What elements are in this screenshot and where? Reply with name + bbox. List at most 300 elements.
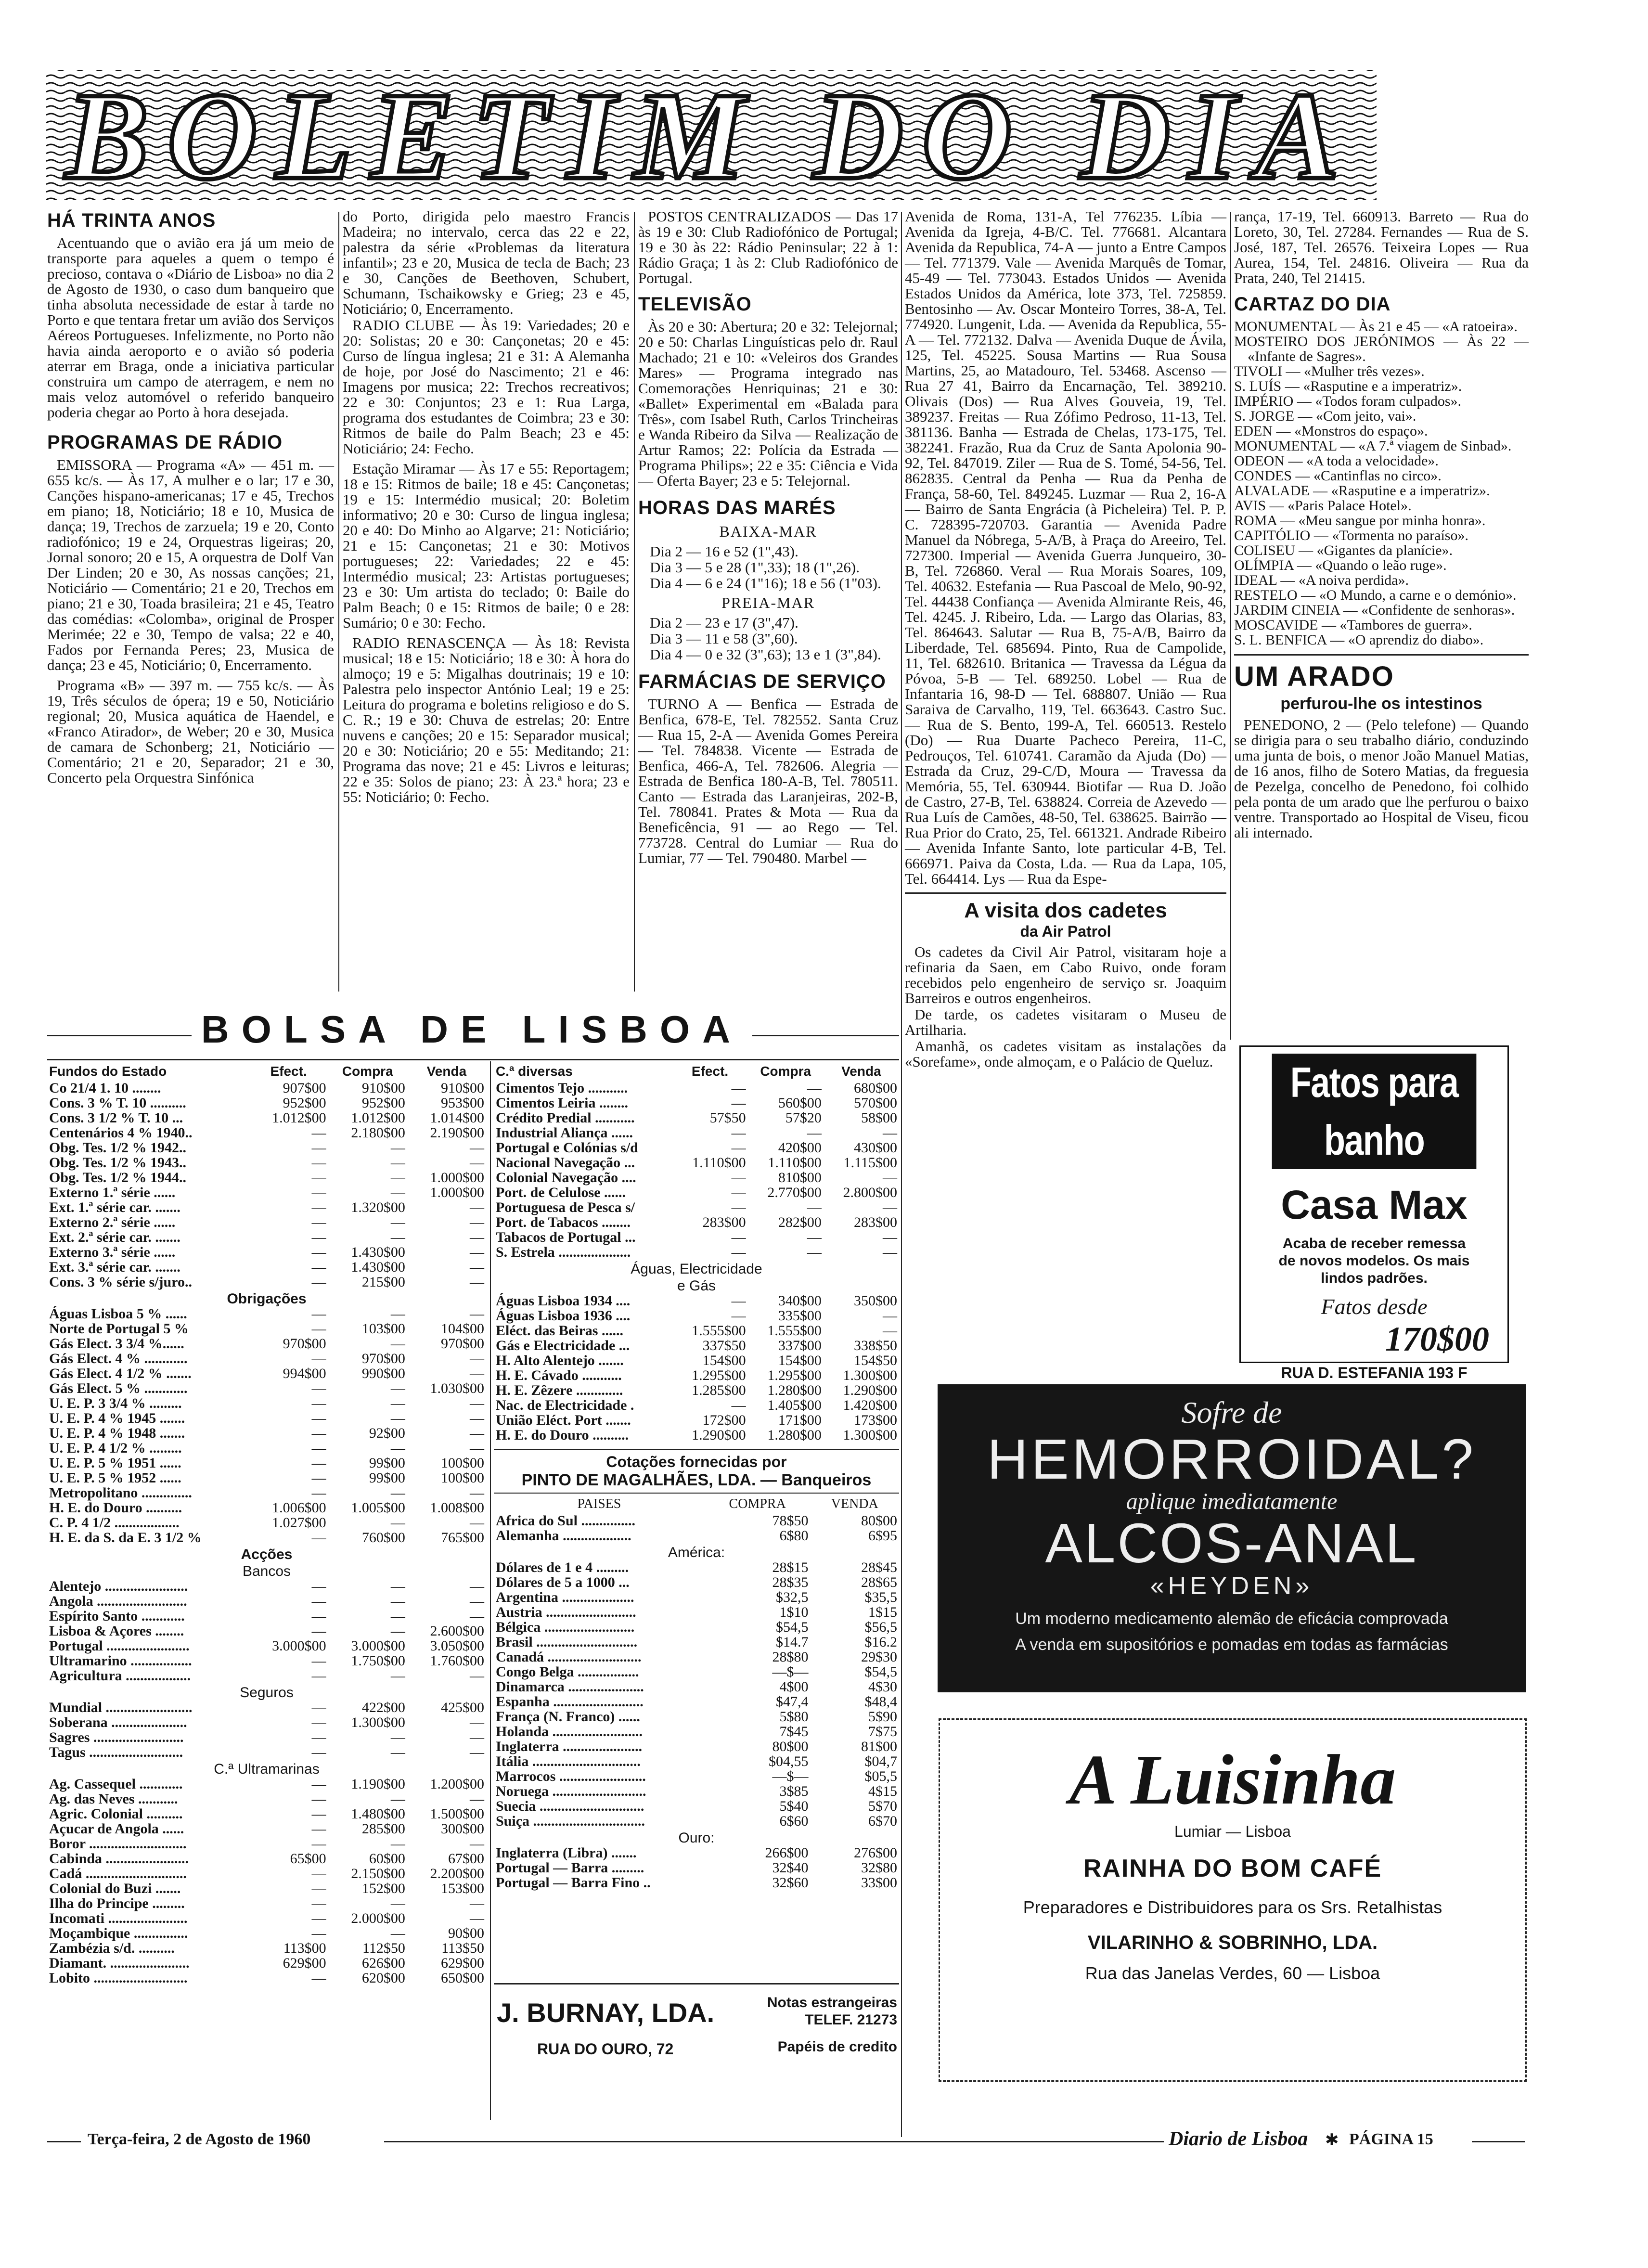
cell-value: —	[390, 1729, 405, 1745]
cell-value: 626$00	[361, 1955, 405, 1971]
cell-value: 1.012$00	[351, 1110, 405, 1126]
row-label: Soberana .....................	[49, 1714, 187, 1730]
section-title-tv: TELEVISÃO	[638, 294, 752, 315]
cell-value: —	[390, 1836, 405, 1852]
row-label: S. Estrela ....................	[496, 1244, 631, 1260]
table-row	[494, 1543, 899, 1560]
cell-value: —	[311, 1623, 326, 1639]
table-row	[47, 1806, 486, 1821]
cell-value: $54,5	[864, 1664, 897, 1680]
row-label: Cons. 3 1/2 % T. 10 ...	[49, 1110, 183, 1126]
cell-value: —	[470, 1140, 484, 1156]
table-row	[494, 1276, 899, 1293]
cell-value: —$—	[772, 1768, 809, 1784]
preia-line: Dia 2 — 23 e 17 (3",47).	[650, 614, 798, 631]
cell-value: 970$00	[361, 1351, 405, 1366]
cell-value: 1.008$00	[430, 1500, 484, 1516]
section-label: América:	[668, 1545, 725, 1560]
cell-value: —	[311, 1140, 326, 1156]
cell-value: —	[311, 1455, 326, 1471]
cell-value: $05,5	[864, 1768, 897, 1784]
row-label: Metropolitano ..............	[49, 1485, 192, 1501]
row-label: Dinamarca .....................	[496, 1679, 644, 1695]
row-label: Lobito ..........................	[49, 1970, 188, 1986]
cell-value: —	[390, 1515, 405, 1531]
cell-value: 32$40	[772, 1860, 809, 1876]
cell-value: 113$00	[283, 1940, 326, 1956]
section-title-cartaz: CARTAZ DO DIA	[1234, 294, 1391, 315]
cell-value: $54,5	[776, 1619, 809, 1635]
cell-value: —	[311, 1125, 326, 1141]
col-header: Compra	[760, 1064, 811, 1079]
cell-value: —	[390, 1214, 405, 1230]
col-header: VENDA	[831, 1496, 878, 1511]
cell-value: 154$00	[702, 1353, 746, 1368]
table-row	[47, 1715, 486, 1730]
cell-value: 5$90	[868, 1709, 897, 1725]
cell-value: 1.320$00	[351, 1199, 405, 1215]
cell-value: —	[470, 1515, 484, 1531]
table-row	[494, 1308, 899, 1323]
table-row	[494, 1754, 899, 1769]
cell-value: —	[390, 1410, 405, 1426]
farmacias-cont: Avenida de Roma, 131-A, Tel 776235. Líbia — Avenida da Igreja, 4-B/C. Tel. 776681. Alcantara Avenida da Republica, 74-A — junto a Entre Campos — Tel. 771379. Vale — Avenida Marquês de Tomar, 45-49 — Tel. 773043. Estados Unidos — Avenida Estados Unidos da América, lote 373, Tel. 725859. Bentosinho — Av. Oscar Monteiro Torres, 38-A, Tel. 774920. Lungenit, Lda. — Avenida da Republica, 55-A — Tel. 772132. Dalva — Avenida Duque de Ávila, 125, Tel. 45225. Sousa Martins — Rua Sousa Martins, 25, ao Matadouro, Tel. 53468. Ascenso — Rua 27 41, Bairro da Encarnação, Tel. 389210. Olivais (Dos) — Rua Alves Gouveia, 19, Tel. 389237. Freitas — Rua Zófimo Pedroso, 11-13, Tel. 381136. Banha — Estrada de Chelas, 173-175, Tel. 382241. Frazão, Rua da Cruz de Santa Apolonia 90-92, Tel. 847019. Ziler — Rua de S. Tomé, 54-56, Tel. 862835. Central da Penha — Rua da Penha de França, 58-60, Tel. 849245. Luzmar — Rua 2, 16-A — Bairro de Santa Engrácia (à Picheleira) Tel. P. P. C. 728395-720703. Garantia — Avenida Padre Manuel da Nóbrega, 5-A/B, à Praça do Areeiro, Tel. 727300. Imperial — Avenida Guerra Junqueiro, 30-B, Tel. 726860. Veral — Rua Morais Soares, 109, Tel. 40632. Estefania — Rua Pascoal de Melo, 90-92, Tel. 44438 Confiança — Avenida Almirante Reis, 46, Tel. 4245. J. Ribeiro, Lda. — Largo das Olarias, 83, Tel. 864643. Salutar — Rua B, 75-A/B, Bairro da Liberdade, Tel. 685694. Pinto, Rua de Campolide, 11, Tel. 682610. Britanica — Travessa da Légua da Póvoa, 5-B — Tel. 689250. Lobel — Rua de Infantaria 16, 98-D — Tel. 688807. União — Rua Saraiva de Carvalho, 119, Tel. 663643. Castro Suc. — Rua de S. Bento, 199-A, Tel. 660513. Restelo (Do) — Rua Duarte Pacheco Pereira, 11-C, Pedrouços, Tel. 610741. Caramão da Ajuda (Do) — Estrada da Cruz, 29-C/D, Moura — Travessa da Memória, 55, Tel. 630944. Biotifar — Rua D. João de Castro, 27-B, Tel. 638824. Correia de Azevedo — Rua Luís de Camões, 48-50, Tel. 638625. Bairrão — Rua Prior do Crato, 25, Tel. 661321. Andrade Ribeiro — Avenida Infante Santo, lote particular 4-B, Tel. 666971. Paiva da Costa, Lda. — Rua da Lapa, 105, Tel. 664414. Lys — Rua da Espe-	[905, 208, 1226, 887]
table-row	[47, 1470, 486, 1485]
cell-value: —	[390, 1380, 405, 1396]
cadetes-title: A visita dos cadetes	[964, 899, 1167, 922]
cell-value: 283$00	[854, 1214, 897, 1230]
col-header: Compra	[342, 1064, 393, 1079]
cell-value: —	[311, 1653, 326, 1669]
table-row	[47, 1336, 486, 1351]
cell-value: 5$70	[868, 1798, 897, 1814]
cell-value: 1.012$00	[272, 1110, 326, 1126]
ad-fatos-line1: Acaba de receber remessa	[1282, 1236, 1466, 1251]
table-row	[494, 1605, 899, 1620]
cell-value: 2.800$00	[843, 1185, 897, 1200]
cell-value: —	[470, 1578, 484, 1594]
row-label: Espanha .........................	[496, 1694, 644, 1710]
cell-value: —	[311, 1380, 326, 1396]
cell-value: —	[470, 1440, 484, 1456]
cell-value: —	[470, 1608, 484, 1624]
cell-value: 4$15	[868, 1783, 897, 1799]
table-row	[47, 1956, 486, 1971]
table-row	[494, 1590, 899, 1605]
cell-value: 2.200$00	[430, 1866, 484, 1881]
table-row	[494, 1814, 899, 1829]
cell-value: 910$00	[441, 1080, 484, 1096]
table-row	[47, 1579, 486, 1594]
row-label: Holanda .........................	[496, 1724, 643, 1740]
cell-value: —	[311, 1791, 326, 1807]
cell-value: 112$50	[362, 1940, 405, 1956]
arado-title: UM ARADO	[1234, 661, 1394, 692]
table-row	[47, 1081, 486, 1095]
row-label: Ext. 2.ª série car. .......	[49, 1229, 180, 1245]
cartaz-item: EDEN — «Monstros do espaço».	[1234, 423, 1428, 439]
row-label: U. E. P. 5 % 1952 ......	[49, 1470, 181, 1486]
table-row	[47, 1275, 486, 1289]
cell-value: 1$15	[868, 1604, 897, 1620]
col-header: Venda	[426, 1064, 467, 1079]
cell-value: —$—	[772, 1664, 809, 1680]
cell-value: —	[470, 1895, 484, 1911]
cell-value: 953$00	[441, 1095, 484, 1111]
cell-value: —	[311, 1729, 326, 1745]
cell-value: —	[311, 1700, 326, 1715]
row-label: Moçambique ...............	[49, 1925, 188, 1941]
masthead	[46, 65, 1377, 205]
cell-value: 90$00	[448, 1925, 484, 1941]
row-label: Nacional Navegação ...	[496, 1155, 635, 1171]
cell-value: 2.190$00	[430, 1125, 484, 1141]
table-row	[47, 1426, 486, 1441]
table-row	[494, 1140, 899, 1155]
ad-fatos-desde: Fatos desde	[1321, 1294, 1428, 1319]
row-label: U. E. P. 3 3/4 % .........	[49, 1395, 182, 1411]
cell-value: 282$00	[778, 1214, 822, 1230]
ad-fatos-line2: de novos modelos. Os mais	[1278, 1253, 1470, 1269]
cell-value: —	[807, 1080, 822, 1096]
burnay-name: J. BURNAY, LDA.	[497, 1997, 715, 2028]
postos-centralizados: POSTOS CENTRALIZADOS — Das 17 às 19 e 30: Club Radiofónico de Portugal; 19 e 30 às 22: Rádio Peninsular; 22 à 1: Rádio Graça; 1 às 2: Club Radiofónico de Portugal.	[638, 208, 898, 286]
ad-luisinha-line: Preparadores e Distribuidores para os Srs. Retalhistas	[1023, 1897, 1442, 1917]
cartaz-item: MONUMENTAL — «A 7.ª viagem de Sinbad».	[1234, 438, 1512, 454]
cell-value: 335$00	[778, 1308, 822, 1324]
cell-value: —	[311, 1925, 326, 1941]
cell-value: —	[731, 1125, 746, 1141]
cell-value: 629$00	[283, 1955, 326, 1971]
cell-value: 425$00	[441, 1700, 484, 1715]
footer-date: Terça-feira, 2 de Agosto de 1960	[88, 2130, 311, 2148]
cell-value: —	[311, 1910, 326, 1926]
cell-value: 1.300$00	[843, 1367, 897, 1383]
row-label: Ag. das Neves ...........	[49, 1791, 178, 1807]
table-row	[47, 1562, 486, 1579]
cartaz-item: AVIS — «Paris Palace Hotel».	[1234, 498, 1412, 514]
cell-value: —	[731, 1244, 746, 1260]
cell-value: 104$00	[441, 1321, 484, 1337]
table-row	[47, 1321, 486, 1336]
cell-value: 57$50	[709, 1110, 746, 1126]
cell-value: 81$00	[861, 1739, 897, 1754]
row-label: Portugal .......................	[49, 1638, 190, 1654]
cell-value: 1.420$00	[843, 1397, 897, 1413]
row-label: Obg. Tes. 1/2 % 1944..	[49, 1170, 187, 1186]
table-row	[494, 1081, 899, 1095]
ad-hemo-l1: Sofre de	[1181, 1395, 1282, 1430]
cell-value: 3.000$00	[272, 1638, 326, 1654]
cell-value: —	[311, 1836, 326, 1852]
cell-value: 1.405$00	[767, 1397, 822, 1413]
cell-value: $35,5	[864, 1589, 897, 1605]
ad-hemo-l6: Um moderno medicamento alemão de eficácia comprovada	[1015, 1610, 1448, 1628]
table-row	[47, 1140, 486, 1155]
cell-value: —	[470, 1791, 484, 1807]
section-title-radio: PROGRAMAS DE RÁDIO	[47, 432, 283, 453]
table-row	[494, 1513, 899, 1528]
cell-value: —	[390, 1593, 405, 1609]
cell-value: —	[470, 1910, 484, 1926]
cell-value: 1.555$00	[692, 1323, 746, 1339]
ad-fatos-brand: Casa Max	[1281, 1182, 1468, 1227]
table-row	[494, 1125, 899, 1140]
cell-value: —	[311, 1668, 326, 1684]
cell-value: 28$80	[772, 1649, 809, 1665]
footer-paper: Diario de Lisboa	[1169, 2128, 1308, 2150]
cell-value: 1.005$00	[351, 1500, 405, 1516]
table-row	[47, 1366, 486, 1381]
cell-value: 28$35	[772, 1574, 809, 1590]
cell-value: 1.290$00	[843, 1382, 897, 1398]
cell-value: —	[883, 1199, 897, 1215]
bolsa-title: BOLSA DE LISBOA	[192, 1007, 752, 1052]
table-row	[494, 1338, 899, 1353]
row-label: Ag. Cassequel ............	[49, 1776, 183, 1792]
table-row	[494, 1185, 899, 1200]
cell-value: 2.600$00	[430, 1623, 484, 1639]
cell-value: 1.430$00	[351, 1244, 405, 1260]
cell-value: 1.115$00	[843, 1155, 897, 1171]
cell-value: —	[311, 1214, 326, 1230]
cell-value: —	[470, 1410, 484, 1426]
row-label: Zambézia s/d. ..........	[49, 1940, 175, 1956]
cell-value: —	[311, 1185, 326, 1200]
cell-value: $56,5	[864, 1619, 897, 1635]
cell-value: —	[311, 1306, 326, 1322]
column-1	[47, 207, 334, 999]
row-label: Lisboa & Açores ........	[49, 1623, 184, 1639]
table-row	[47, 1730, 486, 1745]
cell-value: 1.430$00	[351, 1259, 405, 1275]
row-label: Gás e Electricidade ...	[496, 1338, 630, 1353]
section-label: Bancos	[242, 1563, 291, 1579]
cell-value: 33$00	[861, 1875, 897, 1891]
cadetes-p3: Amanhã, os cadetes visitam as instalações da «Sorefame», onde almoçam, e o Palácio de Queluz.	[905, 1038, 1226, 1070]
cell-value: 172$00	[702, 1412, 746, 1428]
row-label: Marrocos ........................	[496, 1768, 646, 1784]
table-row	[47, 1821, 486, 1836]
cell-value: 28$15	[772, 1559, 809, 1575]
ad-fatos-price: 170$00	[1385, 1320, 1489, 1358]
masthead-graphic	[46, 65, 1377, 205]
cell-value: 952$00	[361, 1095, 405, 1111]
row-label: Itália ..............................	[496, 1753, 641, 1769]
cell-value: —	[311, 1714, 326, 1730]
cell-value: 6$80	[779, 1528, 809, 1544]
cell-value: 760$00	[361, 1530, 405, 1546]
row-label: Angola .........................	[49, 1593, 187, 1609]
row-label: Inglaterra (Libra) .......	[496, 1845, 637, 1861]
ad-fatos-headline: Fatos para banho	[1272, 1054, 1477, 1169]
table-row	[494, 1230, 899, 1245]
cell-value: —	[311, 1744, 326, 1760]
row-label: Centenários 4 % 1940..	[49, 1125, 193, 1141]
ad-luisinha	[939, 1718, 1527, 2082]
row-label: Argentina ....................	[496, 1589, 634, 1605]
cell-value: 5$40	[779, 1798, 809, 1814]
cell-value: 1.030$00	[430, 1380, 484, 1396]
cell-value: 1.760$00	[430, 1653, 484, 1669]
cell-value: —	[470, 1155, 484, 1171]
cell-value: 907$00	[283, 1080, 326, 1096]
cell-value: —	[390, 1170, 405, 1186]
cell-value: 1.295$00	[767, 1367, 822, 1383]
cell-value: —	[311, 1470, 326, 1486]
cell-value: 970$00	[283, 1336, 326, 1352]
table-row	[494, 1860, 899, 1875]
table-row	[494, 1353, 899, 1368]
cell-value: —	[311, 1410, 326, 1426]
table-row	[47, 1411, 486, 1426]
cell-value: —	[390, 1140, 405, 1156]
cell-value: $32,5	[776, 1589, 809, 1605]
cell-value: 5$80	[779, 1709, 809, 1725]
cotacoes-title: Cotações fornecidas por	[606, 1453, 787, 1470]
table-row	[494, 1398, 899, 1413]
cell-value: —	[311, 1530, 326, 1546]
cell-value: —	[731, 1095, 746, 1111]
row-label: H. E. do Douro ..........	[496, 1427, 629, 1443]
table-row	[494, 1635, 899, 1649]
row-label: Dólares de 1 e 4 .........	[496, 1559, 629, 1575]
masthead-title: BOLETIM DO DIA	[65, 67, 1358, 206]
table-row	[494, 1769, 899, 1784]
cell-value: 990$00	[361, 1366, 405, 1381]
row-label: H. E. Zêzere .............	[496, 1382, 623, 1398]
burnay-r2: TELEF. 21273	[805, 2012, 897, 2028]
ad-hemo-l2: HEMORROIDAL?	[987, 1428, 1477, 1491]
table-row	[494, 1323, 899, 1338]
table-row	[47, 1185, 486, 1200]
cartaz-item: ALVALADE — «Rasputine e a imperatriz».	[1234, 483, 1490, 499]
table-row	[47, 1653, 486, 1668]
table-row	[47, 1683, 486, 1700]
section-title-mares: HORAS DAS MARÉS	[638, 497, 836, 518]
table-row	[47, 1941, 486, 1956]
cell-value: —	[390, 1336, 405, 1352]
cell-value: —	[390, 1229, 405, 1245]
cell-value: —	[731, 1229, 746, 1245]
row-label: Águas Lisboa 5 % ......	[49, 1306, 187, 1322]
cell-value: 32$80	[861, 1860, 897, 1876]
table-row	[494, 1649, 899, 1664]
cell-value: —	[470, 1229, 484, 1245]
cell-value: 1.110$00	[768, 1155, 822, 1171]
row-label: Gás Elect. 3 3/4 %......	[49, 1336, 184, 1352]
table-row	[47, 1881, 486, 1896]
row-label: Boror ...........................	[49, 1836, 187, 1852]
cell-value: 28$65	[861, 1574, 897, 1590]
table-row	[494, 1155, 899, 1170]
row-label: Africa do Sul ...............	[496, 1513, 636, 1529]
cell-value: 994$00	[283, 1366, 326, 1381]
table-row	[47, 1545, 486, 1562]
row-label: H. E. do Douro ..........	[49, 1500, 182, 1516]
cell-value: 153$00	[441, 1881, 484, 1896]
cell-value: 1.300$00	[843, 1427, 897, 1443]
table-row	[47, 1260, 486, 1275]
row-label: Suecia .............................	[496, 1798, 644, 1814]
table-row	[494, 1095, 899, 1110]
cartaz-list	[1234, 319, 1529, 647]
cell-value: —	[807, 1244, 822, 1260]
table-row	[47, 1289, 486, 1306]
cell-value: —	[311, 1881, 326, 1896]
cell-value: —	[470, 1425, 484, 1441]
cell-value: —	[311, 1244, 326, 1260]
cell-value: —	[731, 1170, 746, 1186]
row-label: Gás Elect. 4 1/2 % .......	[49, 1366, 192, 1381]
radio-cont: do Porto, dirigida pelo maestro Francis Madeira; no intervalo, cerca das 22 e 22, palestra da série «Problemas da literatura infantil»; 23 e 20, Musica de tecla de Bach; 23 e 30, Canções de Beethoven, Schubert, Schumann, Tschaikowsky e Grieg; 23 e 45, Noticiário; 0, Encerramento.	[343, 208, 630, 317]
row-label: Cimentos Tejo ...........	[496, 1080, 628, 1096]
table-row	[47, 1760, 486, 1777]
row-label: Port. de Celulose ......	[496, 1185, 626, 1200]
section-label: C.ª Ultramarinas	[214, 1761, 320, 1777]
row-label: U. E. P. 4 % 1945 .......	[49, 1410, 185, 1426]
cell-value: 1.285$00	[692, 1382, 746, 1398]
footer	[47, 2127, 1530, 2156]
cell-value: 57$20	[785, 1110, 822, 1126]
cell-value: 152$00	[361, 1881, 405, 1896]
radio-emissora-b: Programa «B» — 397 m. — 755 kc/s. — Às 19, Três séculos de ópera; 19 e 50, Noticiário regional; 20, Musica aquática de Haendel, e «Franco Atirador», de Weber; 20 e 30, Musica de camara de Schonberg; 21, Noticiário — Comentário; 21 e 20, Separador; 21 e 30, Concerto pela Orquestra Sinfónica	[47, 677, 334, 786]
cell-value: —	[390, 1155, 405, 1171]
cell-value: 560$00	[778, 1095, 822, 1111]
row-label: Águas Lisboa 1936 ....	[496, 1308, 631, 1324]
cartaz-item: TIVOLI — «Mulher três vezes».	[1234, 363, 1425, 379]
cell-value: —	[470, 1306, 484, 1322]
cell-value: 6$95	[868, 1528, 897, 1544]
col-header: PAISES	[577, 1496, 621, 1511]
cell-value: 7$75	[868, 1724, 897, 1740]
table-row	[494, 1560, 899, 1575]
cell-value: 173$00	[854, 1412, 897, 1428]
cell-value: $48,4	[864, 1694, 897, 1710]
section-label: Seguros	[240, 1685, 294, 1701]
table-row	[494, 1110, 899, 1125]
cell-value: 3$85	[779, 1783, 809, 1799]
cell-value: —	[311, 1776, 326, 1792]
section-title-farmacias: FARMÁCIAS DE SERVIÇO	[638, 671, 886, 692]
cell-value: 422$00	[361, 1700, 405, 1715]
cell-value: —	[311, 1155, 326, 1171]
burnay-r3: Papéis de credito	[777, 2039, 897, 2055]
cell-value: 100$00	[441, 1455, 484, 1471]
ad-hemo-l5: «HEYDEN»	[1150, 1572, 1313, 1600]
burnay-r1: Notas estrangeiras	[767, 1995, 897, 2010]
ad-luisinha-address: Rua das Janelas Verdes, 60 — Lisboa	[1085, 1963, 1380, 1983]
column-3	[638, 209, 898, 998]
cell-value: 92$00	[369, 1425, 405, 1441]
cartaz-item: MOSCAVIDE — «Tambores de guerra».	[1234, 617, 1472, 633]
farmacias-text: TURNO A — Benfica — Estrada de Benfica, 678-E, Tel. 782552. Santa Cruz — Rua 15, 2-A — Avenida Gomes Pereira — Tel. 784838. Vicente — Estrada de Benfica, 466-A, Tel. 782606. Alegria — Estrada de Benfica 180-A-B, Tel. 780511. Canto — Estrada das Laranjeiras, 202-B, Tel. 780841. Prates & Mota — Rua da Beneficência, 91 — ao Rego — Tel. 773728. Central do Lumiar — Rua do Lumiar, 77 — Tel. 790480. Marbel —	[638, 696, 898, 866]
table-row	[47, 1791, 486, 1806]
cadetes-subtitle: da Air Patrol	[1020, 923, 1111, 940]
row-label: Ultramarino .................	[49, 1653, 192, 1669]
cell-value: 620$00	[361, 1970, 405, 1986]
cell-value: 6$70	[868, 1813, 897, 1829]
row-label: Nac. de Electricidade .	[496, 1397, 634, 1413]
table-row	[47, 1530, 486, 1545]
row-label: Gás Elect. 5 % ............	[49, 1380, 188, 1396]
cell-value: 2.180$00	[351, 1125, 405, 1141]
cell-value: —	[470, 1259, 484, 1275]
cell-value: —	[311, 1259, 326, 1275]
row-label: Cons. 3 % T. 10 ..........	[49, 1095, 186, 1111]
table-row	[494, 1383, 899, 1398]
cell-value: 430$00	[854, 1140, 897, 1156]
